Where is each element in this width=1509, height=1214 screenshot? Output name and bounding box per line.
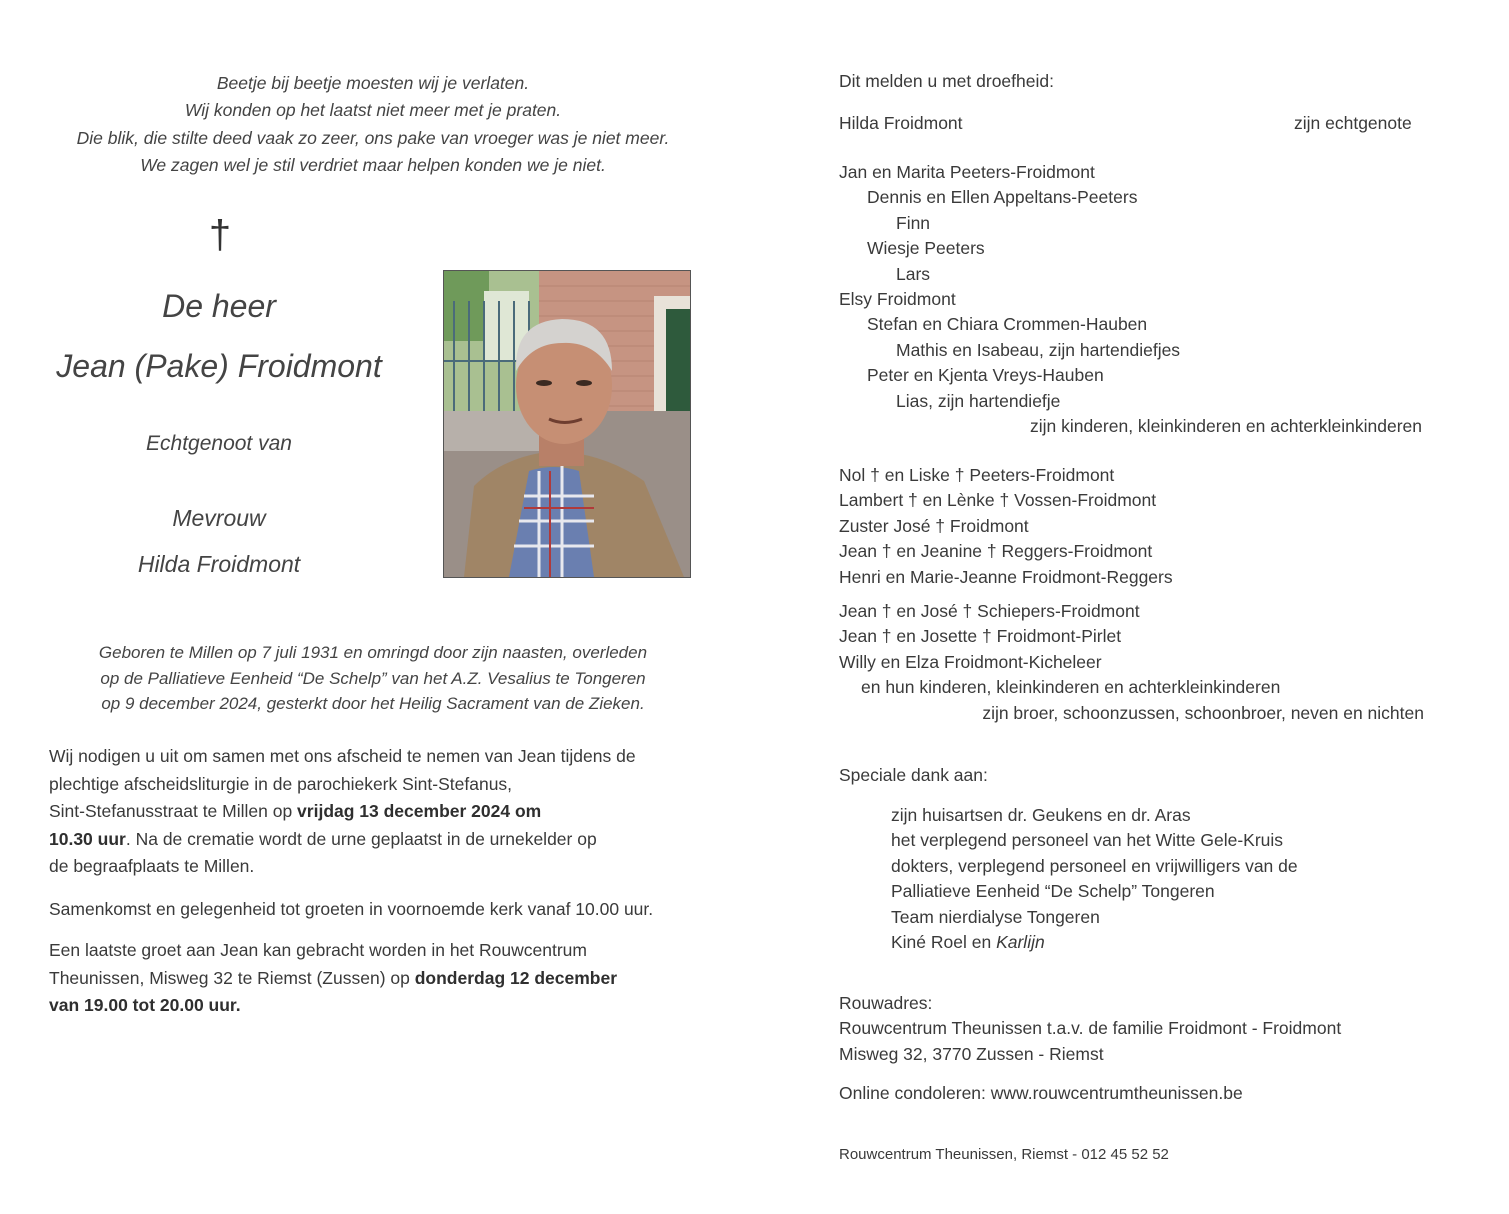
sibling-entry: Jean † en Josette † Froidmont-Pirlet bbox=[839, 626, 1122, 647]
thanks-item: het verplegend personeel van het Witte Gele-Kruis bbox=[891, 830, 1284, 851]
online-condolence-link[interactable]: Online condoleren: www.rouwcentrumtheunissen.be bbox=[839, 1083, 1243, 1103]
announcement-intro: Dit melden u met droefheid: bbox=[839, 71, 1054, 91]
greeting-date: donderdag 12 december bbox=[414, 967, 618, 988]
thanks-item: Palliatieve Eenheid “De Schelp” Tongeren bbox=[891, 881, 1215, 902]
poem-line: We zagen wel je stil verdriet maar helpen konden we je niet. bbox=[140, 154, 606, 175]
deceased-salutation: De heer bbox=[162, 288, 276, 324]
spouse-salutation: Mevrouw bbox=[172, 505, 266, 531]
address-line: Misweg 32, 3770 Zussen - Riemst bbox=[839, 1043, 1104, 1064]
spouse-entry-role: zijn echtgenote bbox=[1294, 113, 1412, 133]
sibling-entry: Lambert † en Lènke † Vossen-Froidmont bbox=[839, 490, 1157, 511]
greeting-line: Een laatste groet aan Jean kan gebracht worden in het Rouwcentrum bbox=[49, 940, 587, 960]
last-greeting-paragraph bbox=[49, 937, 729, 1020]
invitation-text: . Na de crematie wordt de urne geplaatst in de urnekelder op bbox=[125, 828, 597, 849]
address-line: Rouwcentrum Theunissen t.a.v. de familie Froidmont - Froidmont bbox=[839, 1018, 1342, 1039]
thanks-item bbox=[891, 930, 1298, 955]
thanks-list bbox=[891, 803, 1298, 955]
children-list bbox=[839, 160, 1180, 414]
family-member: Lias, zijn hartendiefje bbox=[896, 390, 1061, 411]
greeting-line bbox=[49, 965, 729, 993]
birth-death-text bbox=[40, 640, 706, 717]
invitation-text: Sint-Stefanusstraat te Millen op bbox=[49, 801, 298, 821]
thanks-text: Kiné Roel en bbox=[891, 932, 997, 953]
family-member: Lars bbox=[896, 263, 931, 284]
sibling-entry: Willy en Elza Froidmont-Kicheleer bbox=[839, 651, 1102, 672]
family-member: Dennis en Ellen Appeltans-Peeters bbox=[867, 187, 1138, 208]
born-line: op de Palliatieve Eenheid “De Schelp” van het A.Z. Vesalius te Tongeren bbox=[100, 668, 646, 688]
invitation-line: Wij nodigen u uit om samen met ons afscheid te nemen van Jean tijdens de bbox=[49, 746, 636, 766]
family-member: Wiesje Peeters bbox=[867, 238, 985, 259]
funeral-home-footer: Rouwcentrum Theunissen, Riemst - 012 45 52 52 bbox=[839, 1146, 1169, 1163]
ceremony-date: vrijdag 13 december 2024 om bbox=[297, 801, 542, 821]
family-member: Mathis en Isabeau, zijn hartendiefjes bbox=[896, 339, 1181, 360]
born-line: Geboren te Millen op 7 juli 1931 en omringd door zijn naasten, overleden bbox=[98, 643, 648, 662]
siblings-list-b bbox=[839, 599, 1280, 701]
spouse-entry-name: Hilda Froidmont bbox=[839, 113, 963, 133]
invitation-paragraph bbox=[49, 743, 729, 881]
gathering-paragraph: Samenkomst en gelegenheid tot groeten in voornoemde kerk vanaf 10.00 uur. bbox=[49, 899, 654, 919]
poem-line: Wij konden op het laatst niet meer met je praten. bbox=[184, 100, 562, 121]
siblings-list-a bbox=[839, 463, 1173, 590]
address-heading: Rouwadres: bbox=[839, 993, 933, 1013]
poem-line: Beetje bij beetje moesten wij je verlaten. bbox=[216, 73, 530, 93]
ceremony-time: 10.30 uur bbox=[49, 828, 126, 849]
sibling-entry: Jean † en José † Schiepers-Froidmont bbox=[839, 601, 1140, 621]
family-member: Elsy Froidmont bbox=[839, 289, 956, 310]
thanks-item: Team nierdialyse Tongeren bbox=[891, 906, 1100, 927]
family-member: Jan en Marita Peeters-Froidmont bbox=[839, 162, 1095, 182]
cross-icon: † bbox=[208, 213, 232, 257]
sibling-entry: Zuster José † Froidmont bbox=[839, 515, 1029, 536]
spouse-name: Hilda Froidmont bbox=[137, 551, 301, 577]
siblings-role: zijn broer, schoonzussen, schoonbroer, neven en nichten bbox=[982, 703, 1424, 723]
sibling-entry: Jean † en Jeanine † Reggers-Froidmont bbox=[839, 541, 1153, 562]
invitation-line bbox=[49, 826, 729, 854]
family-member: Peter en Kjenta Vreys-Hauben bbox=[867, 365, 1104, 386]
poem-line: Die blik, die stilte deed vaak zo zeer, ons pake van vroeger was je niet meer. bbox=[76, 127, 670, 148]
relation-label: Echtgenoot van bbox=[146, 432, 292, 455]
portrait-photo bbox=[443, 270, 691, 578]
siblings-sub: en hun kinderen, kleinkinderen en achterkleinkinderen bbox=[861, 677, 1281, 698]
condolence-address bbox=[839, 991, 1341, 1067]
children-role: zijn kinderen, kleinkinderen en achterkleinkinderen bbox=[1029, 416, 1422, 436]
thanks-item: zijn huisartsen dr. Geukens en dr. Aras bbox=[891, 805, 1191, 825]
family-member: Finn bbox=[896, 212, 931, 233]
greeting-text: Theunissen, Misweg 32 te Riemst (Zussen) op bbox=[49, 967, 415, 988]
invitation-line bbox=[49, 798, 729, 826]
memorial-poem bbox=[40, 70, 706, 179]
invitation-line: de begraafplaats te Millen. bbox=[49, 856, 255, 876]
greeting-line bbox=[49, 992, 729, 1020]
born-line: op 9 december 2024, gesterkt door het Heilig Sacrament van de Zieken. bbox=[101, 694, 645, 713]
sibling-entry: Nol † en Liske † Peeters-Froidmont bbox=[839, 465, 1115, 485]
family-member: Stefan en Chiara Crommen-Hauben bbox=[867, 314, 1148, 335]
deceased-name: Jean (Pake) Froidmont bbox=[56, 348, 382, 384]
thanks-item: dokters, verplegend personeel en vrijwilligers van de bbox=[891, 855, 1298, 876]
sibling-entry: Henri en Marie-Jeanne Froidmont-Reggers bbox=[839, 566, 1173, 587]
thanks-heading: Speciale dank aan: bbox=[839, 765, 988, 785]
thanks-name-italic: Karlijn bbox=[996, 932, 1045, 953]
greeting-time: van 19.00 tot 20.00 uur. bbox=[49, 995, 241, 1015]
invitation-line: plechtige afscheidsliturgie in de parochiekerk Sint-Stefanus, bbox=[49, 773, 513, 794]
